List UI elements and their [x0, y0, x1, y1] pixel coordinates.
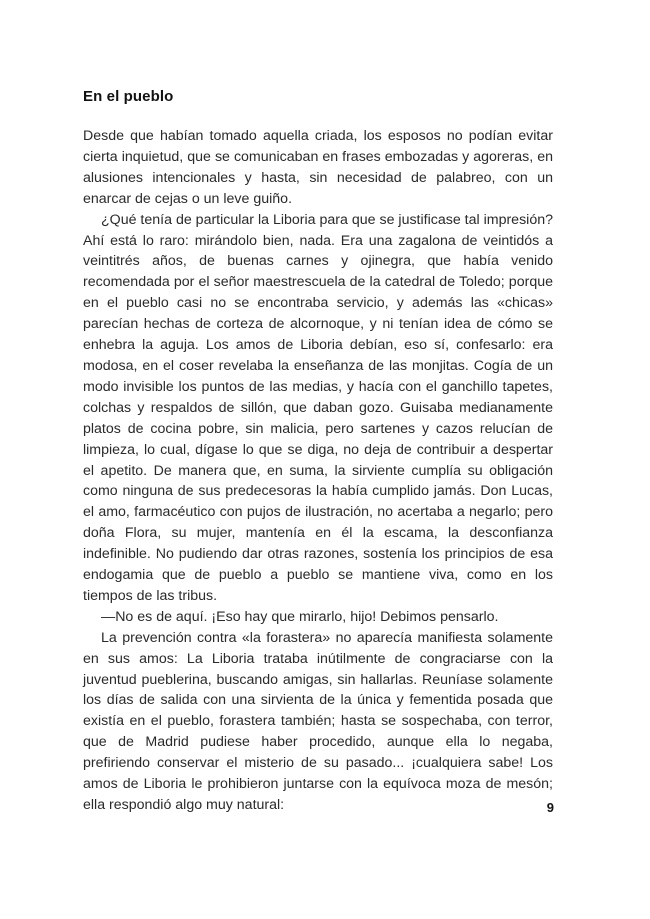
- paragraph: Desde que habían tomado aquella criada, los esposos no podían evitar cierta inquietud, que se comunicaban en frases embozadas y agoreras, en alusiones intencionales y hasta, sin necesidad de palabreo, con un enarcar de cejas o un leve guiño.: [83, 128, 553, 207]
- page-number: 9: [546, 800, 554, 815]
- paragraph: ¿Qué tenía de particular la Liboria para que se justificase tal impresión? Ahí está lo raro: mirándolo bien, nada. Era una zagalona de veintidós a veintitrés años, de buenas carnes y ojinegra, que había venido recomendada por el señor maestrescuela de la catedral de Toledo; porque en el pueblo casi no se encontraba servicio, y además las «chicas» parecían hechas de corteza de alcornoque, y ni tenían idea de cómo se enhebra la aguja. Los amos de Liboria debían, eso sí, confesarlo: era modosa, en el coser revelaba la enseñanza de las monjitas. Cogía de un modo invisible los puntos de las medias, y hacía con el ganchillo tapetes, colchas y respaldos de sillón, que daban gozo. Guisaba medianamente platos de cocina pobre, sin malicia, pero sartenes y cazos relucían de limpieza, lo cual, dígase lo que se diga, no deja de contribuir a despertar el apetito. De manera que, en suma, la sirviente cumplía su obligación como ninguna de sus predecesoras la había cumplido jamás. Don Lucas, el amo, farmacéutico con pujos de ilustración, no acertaba a negarlo; pero doña Flora, su mujer, mantenía en él la escama, la desconfianza indefinible. No pudiendo dar otras razones, sostenía los principios de esa endogamia que de pueblo a pueblo se mantiene viva, como en los tiempos de las tribus.: [83, 211, 553, 604]
- paragraph: La prevención contra «la forastera» no aparecía manifiesta solamente en sus amos: La Liboria trataba inútilmente de congraciarse con la juventud pueblerina, buscando amigas, sin hallarlas. Reuníase solamente los días de salida con una sirvienta de la única y fementida posada que existía en el pueblo, forastera también; hasta se sospechaba, con terror, que de Madrid pudiese haber procedido, aunque ella lo negaba, prefiriendo conservar el misterio de su pasado... ¡cualquiera sabe! Los amos de Liboria le prohibieron juntarse con la equívoca moza de mesón; ella respondió algo muy natural:: [83, 629, 553, 813]
- body-text: [83, 126, 553, 816]
- dialogue-line: —No es de aquí. ¡Eso hay que mirarlo, hijo! Debimos pensarlo.: [101, 608, 499, 625]
- chapter-title: En el pueblo: [83, 88, 174, 105]
